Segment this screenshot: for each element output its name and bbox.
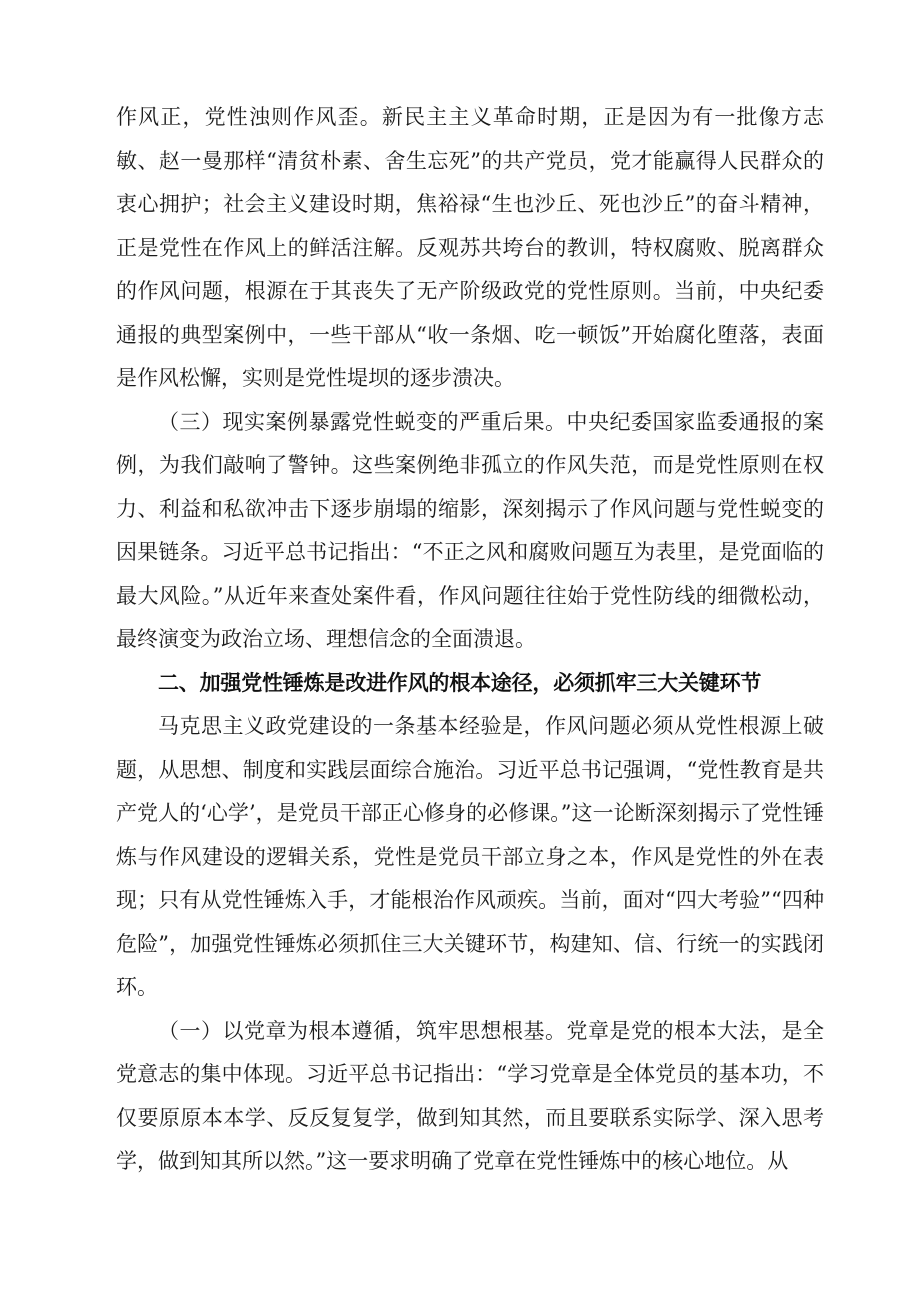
paragraph-p2: （三）现实案例暴露党性蜕变的严重后果。中央纪委国家监委通报的案例，为我们敲响了警钟。这些案例绝非孤立的作风失范，而是党性原则在权力、利益和私欲冲击下逐步崩塌的缩影，深刻揭示了作风问题与党性蜕变的因果链条。习近平总书记指出：“不正之风和腐败问题互为表里，是党面临的最大风险。”从近年来查处案件看，作风问题往往始于党性防线的细微松动，最终演变为政治立场、理想信念的全面溃退。: [116, 409, 824, 651]
paragraph-p3: 马克思主义政党建设的一条基本经验是，作风问题必须从党性根源上破题，从思想、制度和实践层面综合施治。习近平总书记强调，“党性教育是共产党人的‘心学’，是党员干部正心修身的必修课。”这一论断深刻揭示了党性锤炼与作风建设的逻辑关系，党性是党员干部立身之本，作风是党性的外在表现；只有从党性锤炼入手，才能根治作风顽疾。当前，面对“四大考验”“四种危险”，加强党性锤炼必须抓住三大关键环节，构建知、信、行统一的实践闭环。: [116, 714, 824, 999]
paragraph-p4: （一）以党章为根本遵循，筑牢思想根基。党章是党的根本大法，是全党意志的集中体现。习近平总书记指出：“学习党章是全体党员的基本功，不仅要原原本本学、反反复复学，做到知其然，而且要联系实际学、深入思考学，做到知其所以然。”这一要求明确了党章在党性锤炼中的核心地位。从: [116, 1018, 824, 1173]
document-body: [116, 96, 824, 1184]
paragraph-p1: 作风正，党性浊则作风歪。新民主主义革命时期，正是因为有一批像方志敏、赵一曼那样“清贫朴素、舍生忘死”的共产党员，党才能赢得人民群众的衷心拥护；社会主义建设时期，焦裕禄“生也沙丘、死也沙丘”的奋斗精神，正是党性在作风上的鲜活注解。反观苏共垮台的教训，特权腐败、脱离群众的作风问题，根源在于其丧失了无产阶级政党的党性原则。当前，中央纪委通报的典型案例中，一些干部从“收一条烟、吃一顿饭”开始腐化堕落，表面是作风松懈，实则是党性堤坝的逐步溃决。: [116, 105, 824, 390]
section-heading-2: 二、加强党性锤炼是改进作风的根本途径，必须抓牢三大关键环节: [158, 670, 762, 695]
